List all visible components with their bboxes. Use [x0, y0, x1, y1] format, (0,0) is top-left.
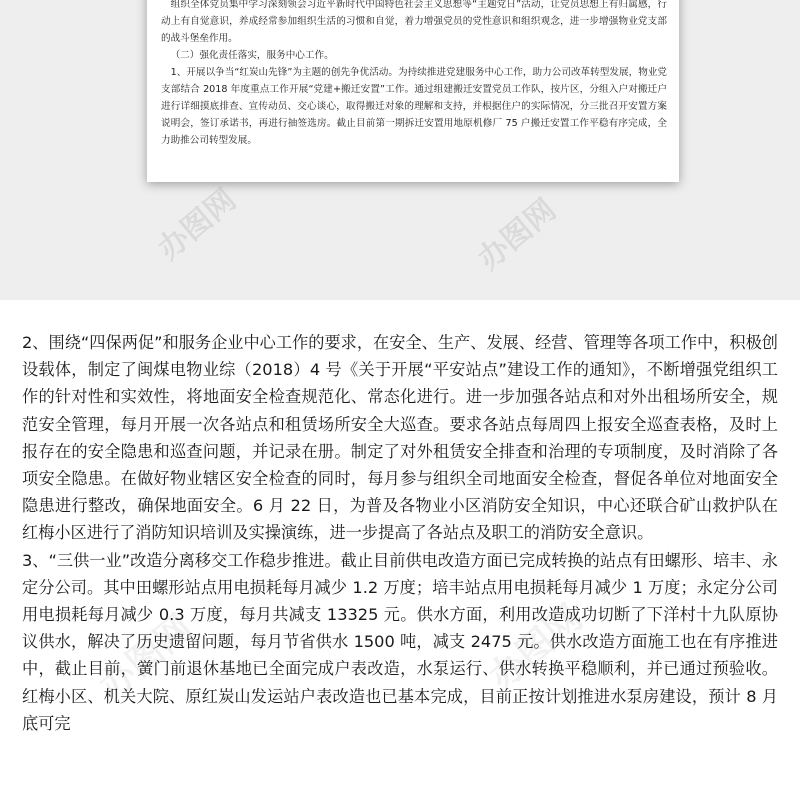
body-paragraph-2: 2、围绕“四保两促”和服务企业中心工作的要求，在安全、生产、发展、经营、管理等各项工作中，积极创设载体，制定了闽煤电物业综（2018）4 号《关于开展“平安站点”建设工作的通知》，不断增强党组织工作的针对性和实效性，将地面安全检查规范化、常态化进行。进一步加强各站点和对外出租场所安全，规范安全管理，每月开展一次各站点和租赁场所安全大巡查。要求各站点每周四上报安全巡查表格，及时上报存在的安全隐患和巡查问题，并记录在册。制定了对外租赁安全排查和治理的专项制度，及时消除了各项安全隐患。在做好物业辖区安全检查的同时，每月参与组织全司地面安全检查，督促各单位对地面安全隐患进行整改，确保地面安全。6 月 22 日，为普及各物业小区消防安全知识，中心还联合矿山救护队在红梅小区进行了消防知识培训及实操演练，进一步提高了各站点及职工的消防安全意识。	[22, 333, 778, 543]
watermark-text: 办图网	[91, 607, 201, 709]
document-preview-area	[0, 0, 800, 300]
watermark-text: 办图网	[471, 192, 563, 278]
document-page-preview	[147, 0, 679, 182]
body-paragraph-3: 3、“三供一业”改造分离移交工作稳步推进。截止目前供电改造方面已完成转换的站点有田螺形、培丰、永定分公司。其中田螺形站点用电损耗每月减少 1.2 万度；培丰站点用电损耗每月减少 1 万度；永定分公司用电损耗每月减少 0.3 万度，每月共减支 13325 元。供水方面，利用改造成功切断了下洋村十九队原协议供水，解决了历史遗留问题，每月节省供水 1500 吨，减支 2475 元。供水改造方面施工也在有序推进中，截止目前，黉门前退休基地已全面完成户表改造，水泵运行、供水转换平稳顺利，并已通过预验收。红梅小区、机关大院、原红炭山发运站户表改造也已基本完成，目前正按计划推进水泵房建设，预计 8 月底可完	[22, 550, 778, 733]
page-preview-text	[161, 0, 667, 149]
watermark-text: 办图网	[481, 597, 591, 699]
card-paragraph-1: 组织全体党员集中学习深刻领会习近平新时代中国特色社会主义思想等“主题党日”活动，让党员思想上有归属感，行动上有自觉意识，养成经常参加组织生活的习惯和自觉，着力增强党员的党性意识和组织观念，进一步增强物业党支部的战斗堡垒作用。	[161, 0, 667, 44]
document-body	[22, 329, 778, 737]
card-section-heading: （二）强化责任落实，服务中心工作。	[170, 50, 334, 61]
watermark-text: 办图网	[151, 182, 243, 268]
card-paragraph-2: 1、开展以争当“红炭山先锋”为主题的创先争优活动。为持续推进党建服务中心工作，助力公司改革转型发展，物业党支部结合 2018 年度重点工作开展“党建+搬迁安置”工作。通过组建搬迁安置党员工作队，按片区，分组入户对搬迁户进行详细摸底排查、宣传动员、交心谈心，取得搬迁对象的理解和支持，并根据住户的实际情况，分三批召开安置方案说明会，签订承诺书，再进行抽签选房。截止目前第一期拆迁安置用地原机修厂 75 户搬迁安置工作平稳有序完成，全力助推公司转型发展。	[161, 67, 667, 146]
